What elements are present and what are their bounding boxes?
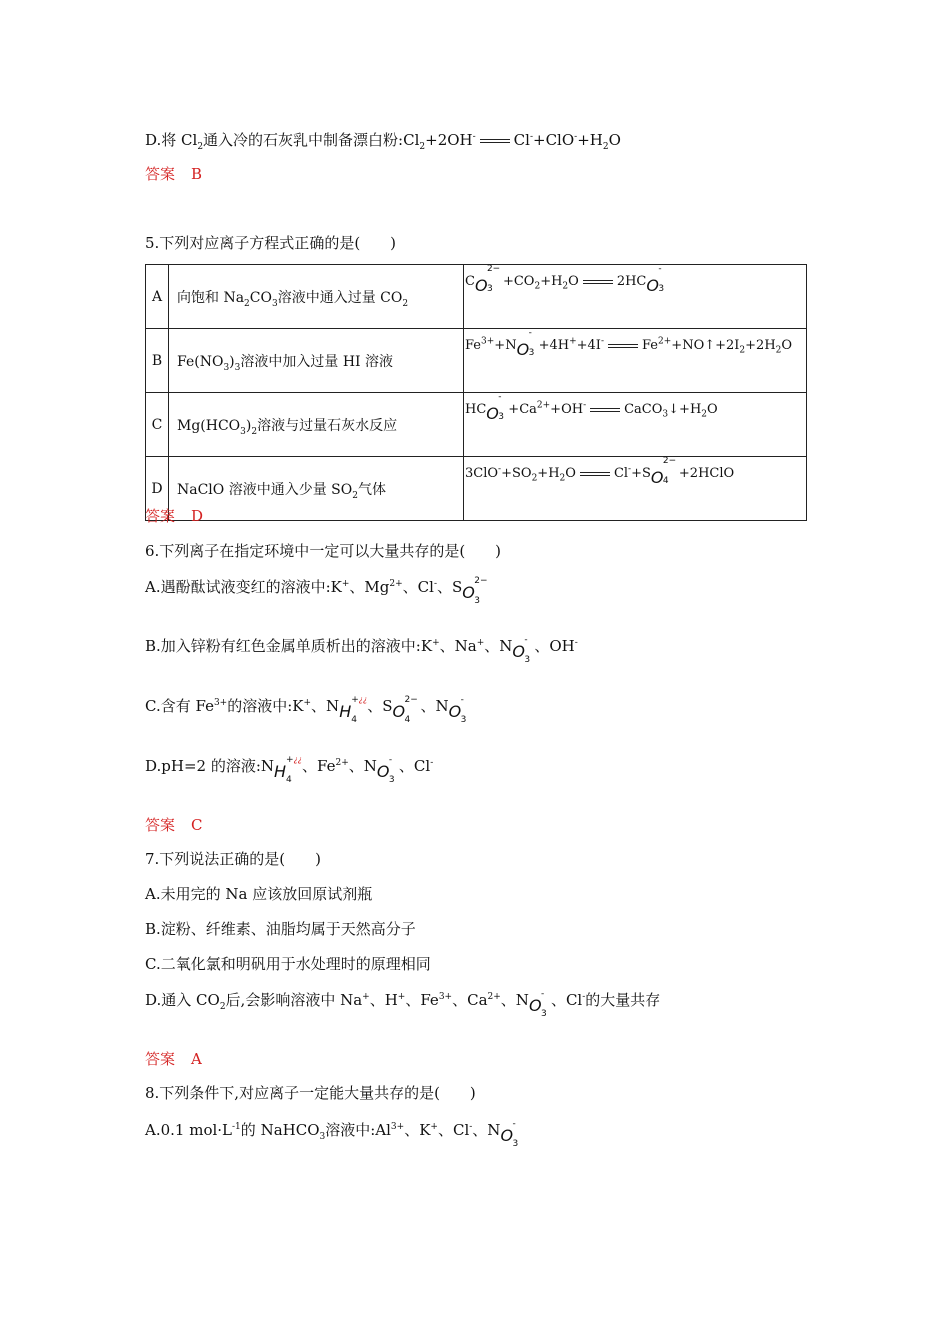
answer-value: C [191,816,203,834]
q5-stem: 5.下列对应离子方程式正确的是( ) [145,234,397,252]
q7-option-c: C.二氧化氯和明矾用于水处理时的原理相同 [145,955,431,973]
answer-value: D [191,507,204,525]
q6-answer [145,815,203,835]
row-equation: CO 2− 3 $+CO_2+H_2O$ 2HCO - 3 [464,265,807,329]
row-equation: HCO - 3 $+Ca^{2+}+OH^-$ $CaCO_3↓+H_2O$ [464,393,807,457]
q8-stem: 8.下列条件下,对应离子一定能大量共存的是( ) [145,1084,476,1102]
row-description: 向饱和 $Na_2CO_3$溶液中通入过量 $CO_2$ [169,265,464,329]
q7-option-b: B.淀粉、纤维素、油脂均属于天然高分子 [145,920,416,938]
table-row [146,329,807,393]
q7-stem: 7.下列说法正确的是( ) [145,850,322,868]
row-letter: B [146,329,169,393]
answer-label: 答案 [145,165,176,183]
q4-answer [145,164,202,184]
table-row [146,457,807,521]
answer-value: B [191,165,203,183]
q6-option-b: B.加入锌粉有红色金属单质析出的溶液中:K+、Na+、NO - 3 、OH- [145,635,578,665]
q6-option-a: A.遇酚酞试液变红的溶液中:K+、$Mg^{2+}$、Cl-、SO 2− 3 [145,576,488,606]
q6-stem: 6.下列离子在指定环境中一定可以大量共存的是( ) [145,542,502,560]
q7-option-a: A.未用完的 Na 应该放回原试剂瓶 [145,885,373,903]
answer-label: 答案 [145,1050,176,1068]
answer-label: 答案 [145,507,176,525]
q8-option-a: A.0.1 $mol\cdot L^{-1}$的 NaHCO$_3$溶液中$:Al^{3+}$、K+、Cl-、NO - 3 [145,1119,519,1149]
q4-option-d: D.将 $Cl_2$通入冷的石灰乳中制备漂白粉$:Cl_2+2OH^-$ $Cl^-+ClO^-+H_2O$ [145,131,621,152]
q7-option-d: D.通入 $CO_2$后,会影响溶液中 Na+、H+、$Fe^{3+}$、$Ca^{2+}$、NO - 3 、Cl-的大量共存 [145,989,661,1019]
table-row [146,265,807,329]
row-letter: A [146,265,169,329]
row-description: $Fe(NO_3)_3$溶液中加入过量 HI 溶液 [169,329,464,393]
q5-options-table [145,264,807,521]
row-equation: $3ClO^-+SO_2+H_2O$ Cl-+SO 2− 4 +2HClO [464,457,807,521]
row-description: NaClO 溶液中通入少量 $SO_2$气体 [169,457,464,521]
q5-answer [145,506,203,526]
q6-option-d: D.pH=2 的溶液:NH +¿¿ 4 、$Fe^{2+}$、NO - 3 、Cl- [145,755,434,785]
q7-answer [145,1049,202,1069]
row-letter: D [146,457,169,521]
answer-label: 答案 [145,816,176,834]
answer-value: A [191,1050,202,1068]
q6-option-c: C.含有 $Fe^{3+}$的溶液中:K+、NH +¿¿ 4 、SO 2− 4 、NO - 3 [145,695,467,725]
table-row [146,393,807,457]
row-equation: $Fe^{3+}+NO$ - 3 +4H++4I- $Fe^{2+}+NO↑+2I_2+2H_2O$ [464,329,807,393]
row-description: $Mg(HCO_3)_2$溶液与过量石灰水反应 [169,393,464,457]
row-letter: C [146,393,169,457]
